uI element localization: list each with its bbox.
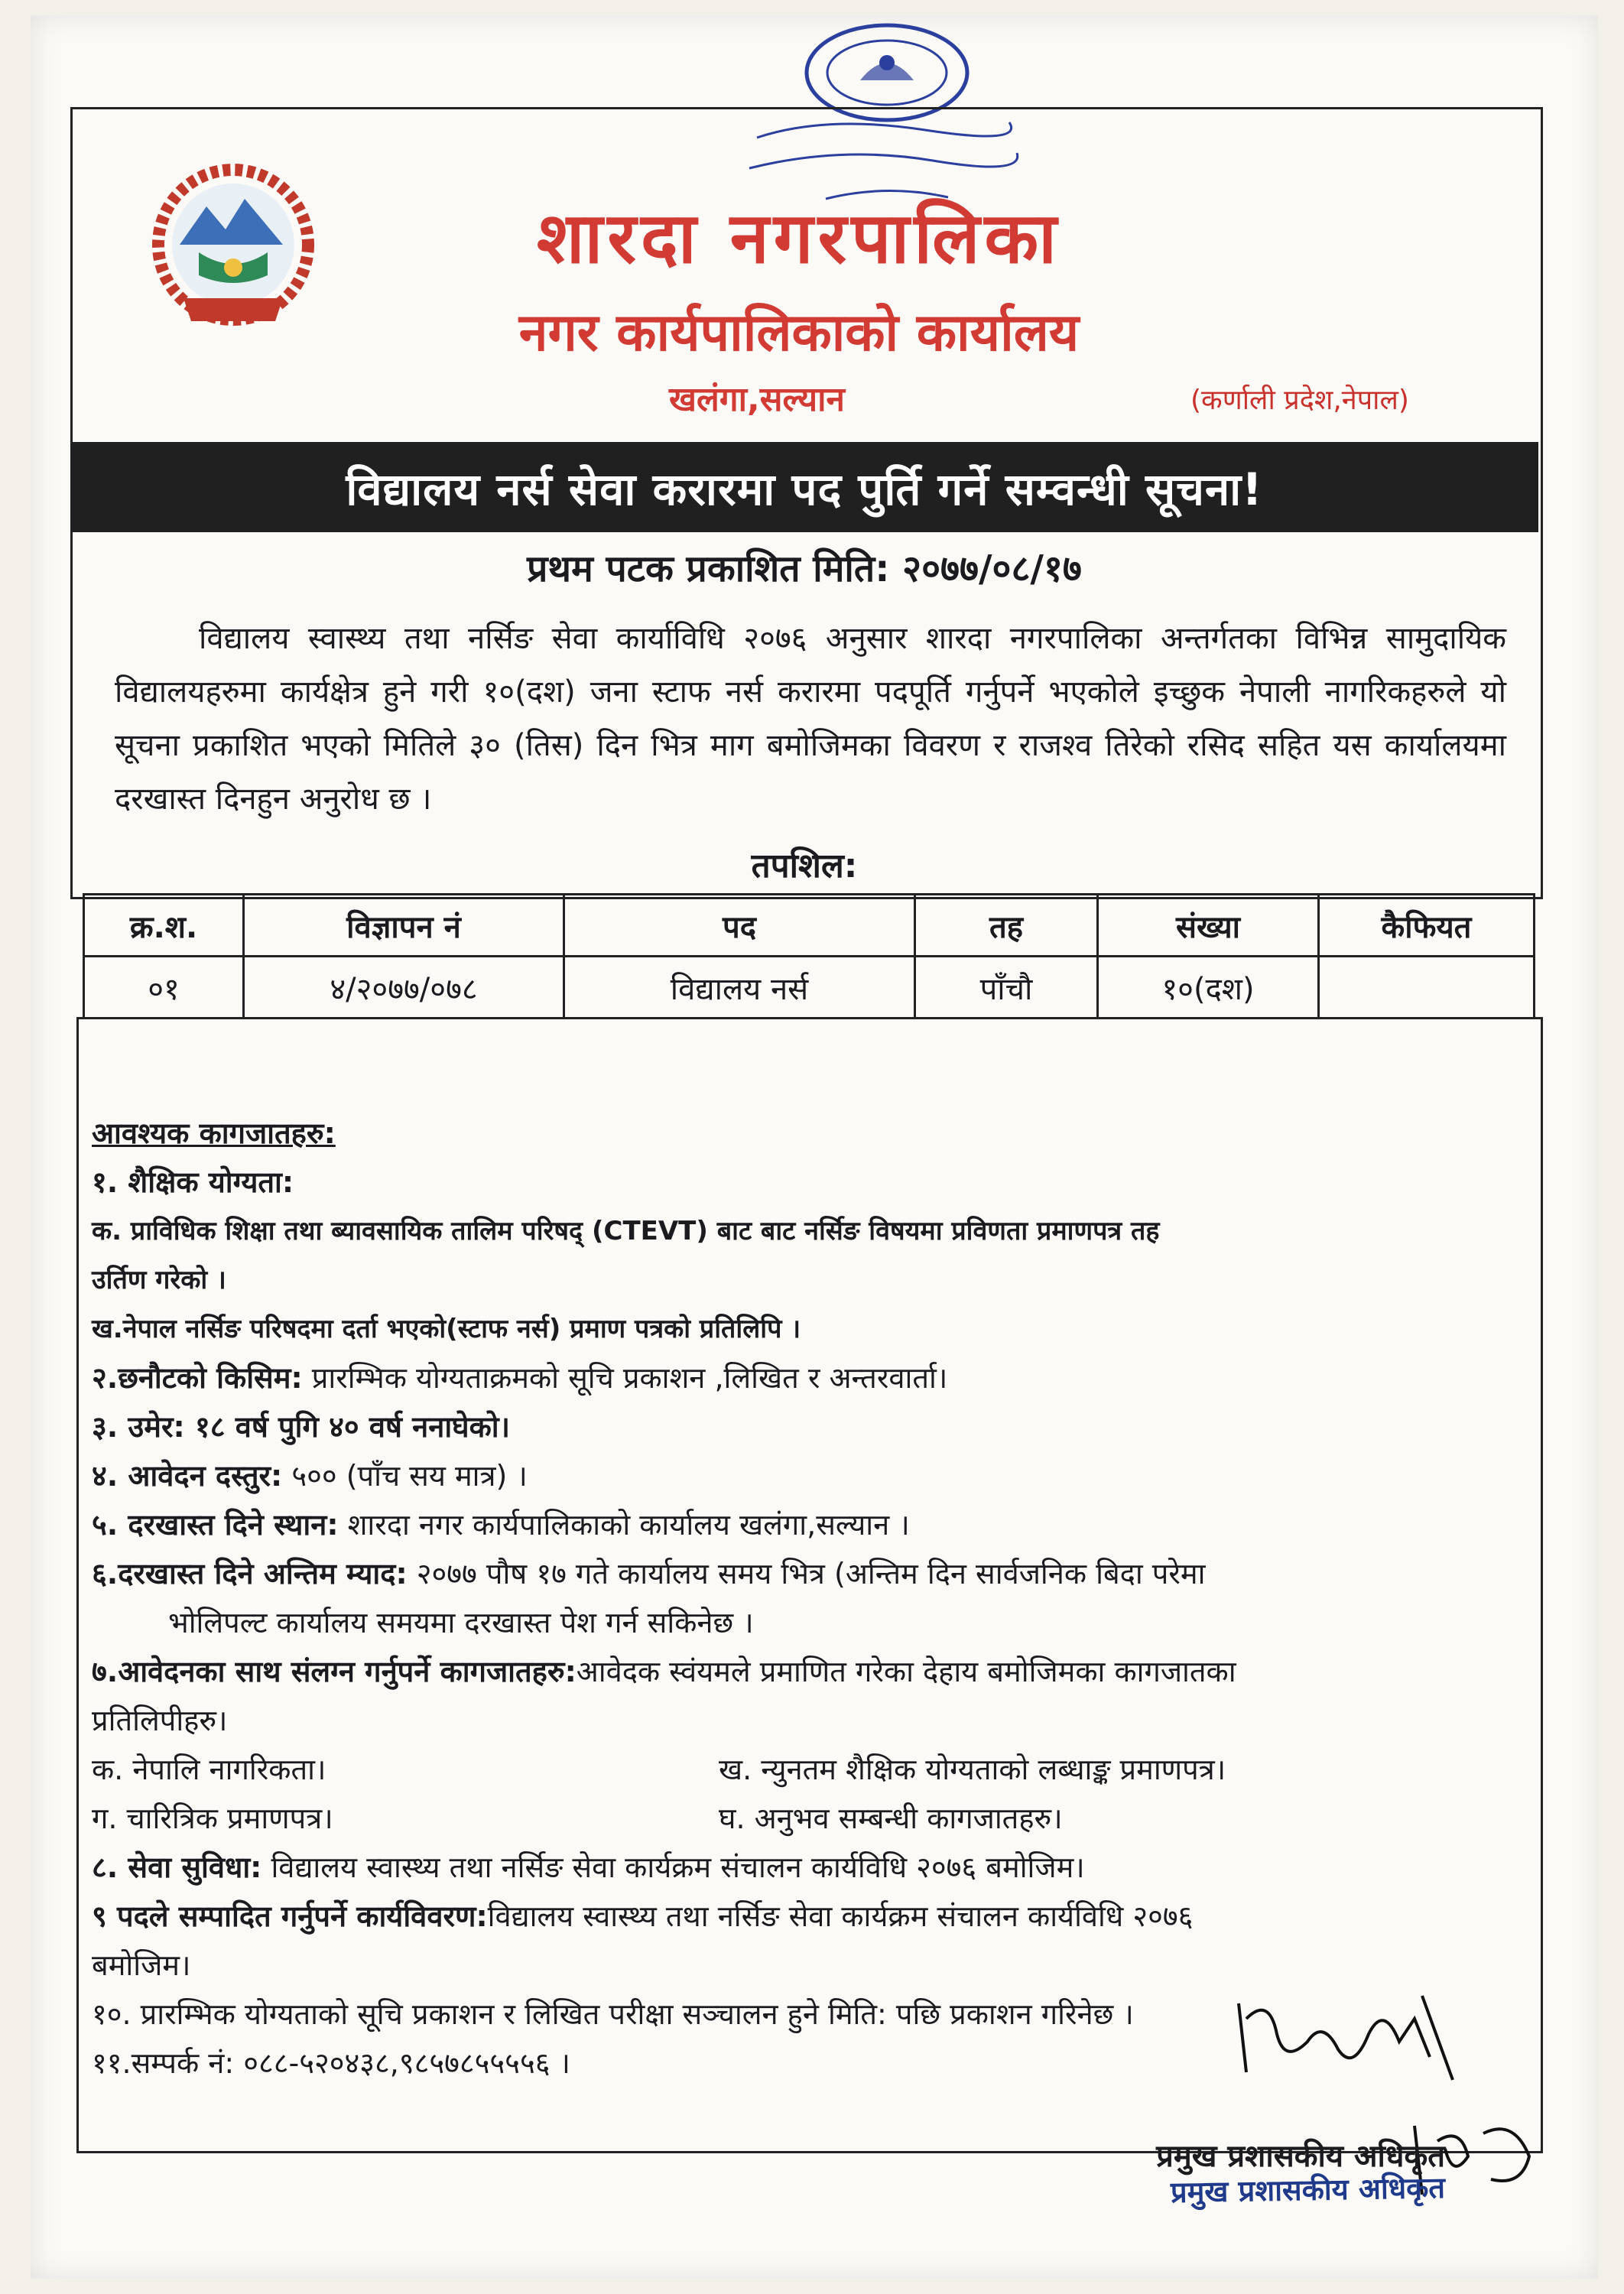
signer-title: प्रमुख प्रशासकीय अधिकृत	[1156, 2139, 1445, 2174]
req-5-label: ५. दरखास्त दिने स्थान:	[92, 1508, 339, 1542]
nepal-emblem-icon	[138, 161, 329, 336]
col-post: पद	[564, 895, 915, 957]
office-name: शारदा नगरपालिका	[537, 197, 1061, 279]
requirements-heading: आवश्यक कागजातहरु:	[92, 1116, 336, 1150]
req-7c: ग. चारित्रिक प्रमाणपत्र।	[92, 1802, 333, 1835]
office-province: (कर्णाली प्रदेश,नेपाल)	[1190, 385, 1409, 416]
req-7d: घ. अनुभव सम्बन्धी कागजातहरु।	[719, 1802, 1063, 1835]
cell-post: विद्यालय नर्स	[564, 957, 915, 1019]
col-ad-number: विज्ञापन नं	[244, 895, 564, 957]
req-1-label: १. शैक्षिक योग्यता:	[92, 1165, 294, 1199]
post-table	[83, 893, 1535, 1019]
signature	[1223, 1988, 1476, 2095]
col-level: तह	[915, 895, 1098, 957]
req-2-text: प्रारम्भिक योग्यताक्रमको सूचि प्रकाशन ,लिखित र अन्तरवार्ता।	[302, 1361, 948, 1395]
requirements-list	[92, 1109, 1529, 2088]
notice-paragraph-text: विद्यालय स्वास्थ्य तथा नर्सिङ सेवा कार्याविधि २०७६ अनुसार शारदा नगरपालिका अन्तर्गतका विभिन्न सामुदायिक विद्यालयहरुमा कार्यक्षेत्र हुने गरी १०(दश) जना स्टाफ नर्स करारमा पदपूर्ति गर्नुपर्ने भएकोले इच्छुक नेपाली नागरिकहरुले यो सूचना प्रकाशित भएको मितिले ३० (तिस) दिन भित्र माग बमोजिमका विवरण र राजश्व तिरेको रसिद सहित यस कार्यालयमा दरखास्त दिनहुन अनुरोध छ ।	[115, 621, 1506, 817]
col-remarks: कैफियत	[1319, 895, 1535, 957]
req-1a-cont: उर्तिण गरेको ।	[92, 1265, 226, 1295]
req-4-label: ४. आवेदन दस्तुर:	[92, 1459, 283, 1493]
req-7b: ख. न्युनतम शैक्षिक योग्यताको लब्धाङ्क प्रमाणपत्र।	[719, 1753, 1226, 1786]
table-row	[84, 957, 1535, 1019]
req-6-text-cont: भोलिपल्ट कार्यालय समयमा दरखास्त पेश गर्न सकिनेछ ।	[168, 1606, 754, 1639]
signer-stamp: प्रमुख प्रशासकीय अधिकृत	[1170, 2170, 1446, 2210]
notice-paragraph	[115, 612, 1506, 826]
req-7-text: आवेदक स्वंयमले प्रमाणित गरेका देहाय बमोजिमका कागजातका	[576, 1655, 1236, 1688]
cell-ad-number: ४/२०७७/०७८	[244, 957, 564, 1019]
req-11-contact: ११.सम्पर्क नं: ०८८-५२०४३८,९८५७८५५५५६ ।	[92, 2046, 570, 2080]
cell-serial: ०१	[84, 957, 244, 1019]
req-8-label: ८. सेवा सुविधा:	[92, 1850, 262, 1884]
req-7-row-1	[92, 1745, 1529, 1794]
req-9-label: ९ पदले सम्पादित गर्नुपर्ने कार्यविवरण:	[92, 1899, 488, 1933]
req-3-text: १८ वर्ष पुगि ४० वर्ष ननाघेको।	[184, 1410, 511, 1444]
table-header-row	[84, 895, 1535, 957]
col-serial: क्र.श.	[84, 895, 244, 957]
req-1a: क. प्राविधिक शिक्षा तथा ब्यावसायिक तालिम परिषद् (CTEVT) बाट बाट नर्सिङ विषयमा प्रविणता प्रमाणपत्र तह	[92, 1216, 1160, 1246]
req-4-text: ५०० (पाँच सय मात्र) ।	[282, 1459, 528, 1493]
req-7-label: ७.आवेदनका साथ संलग्न गर्नुपर्ने कागजातहरु:	[92, 1655, 577, 1688]
req-7a: क. नेपालि नागरिकता।	[92, 1753, 326, 1786]
req-7-row-2	[92, 1794, 1529, 1843]
req-7-text-cont: प्रतिलिपीहरु।	[92, 1704, 228, 1737]
cell-level: पाँचौ	[915, 957, 1098, 1019]
req-2-label: २.छनौटको किसिम:	[92, 1361, 303, 1395]
office-address: खलंगा,सल्यान	[669, 380, 845, 419]
req-5-text: शारदा नगर कार्यपालिकाको कार्यालय खलंगा,सल्यान ।	[338, 1508, 910, 1542]
notice-title: विद्यालय नर्स सेवा करारमा पद पुर्ति गर्ने सम्वन्धी सूचना!	[70, 442, 1538, 532]
office-subtitle: नगर कार्यपालिकाको कार्यालय	[518, 302, 1080, 363]
req-6-label: ६.दरखास्त दिने अन्तिम म्याद:	[92, 1557, 408, 1591]
details-heading: तपशिल:	[751, 846, 858, 885]
req-10: १०. प्रारम्भिक योग्यताको सूचि प्रकाशन र लिखित परीक्षा सञ्चालन हुने मिति: पछि प्रकाशन गरिनेछ ।	[92, 1997, 1134, 2031]
req-3-label: ३. उमेर:	[92, 1410, 185, 1444]
cell-count: १०(दश)	[1098, 957, 1319, 1019]
req-9-text: विद्यालय स्वास्थ्य तथा नर्सिङ सेवा कार्यक्रम संचालन कार्यविधि २०७६	[487, 1899, 1194, 1933]
req-8-text: विद्यालय स्वास्थ्य तथा नर्सिङ सेवा कार्यक्रम संचालन कार्यविधि २०७६ बमोजिम।	[261, 1850, 1085, 1884]
publication-date: प्रथम पटक प्रकाशित मिति: २०७७/०८/१७	[527, 548, 1082, 590]
req-6-text: २०७७ पौष १७ गते कार्यालय समय भित्र (अन्तिम दिन सार्वजनिक बिदा परेमा	[407, 1557, 1206, 1591]
cell-remarks	[1319, 957, 1535, 1019]
req-9-text-cont: बमोजिम।	[92, 1948, 191, 1982]
req-1b: ख.नेपाल नर्सिङ परिषदमा दर्ता भएको(स्टाफ नर्स) प्रमाण पत्रको प्रतिलिपि ।	[92, 1314, 801, 1344]
col-count: संख्या	[1098, 895, 1319, 957]
